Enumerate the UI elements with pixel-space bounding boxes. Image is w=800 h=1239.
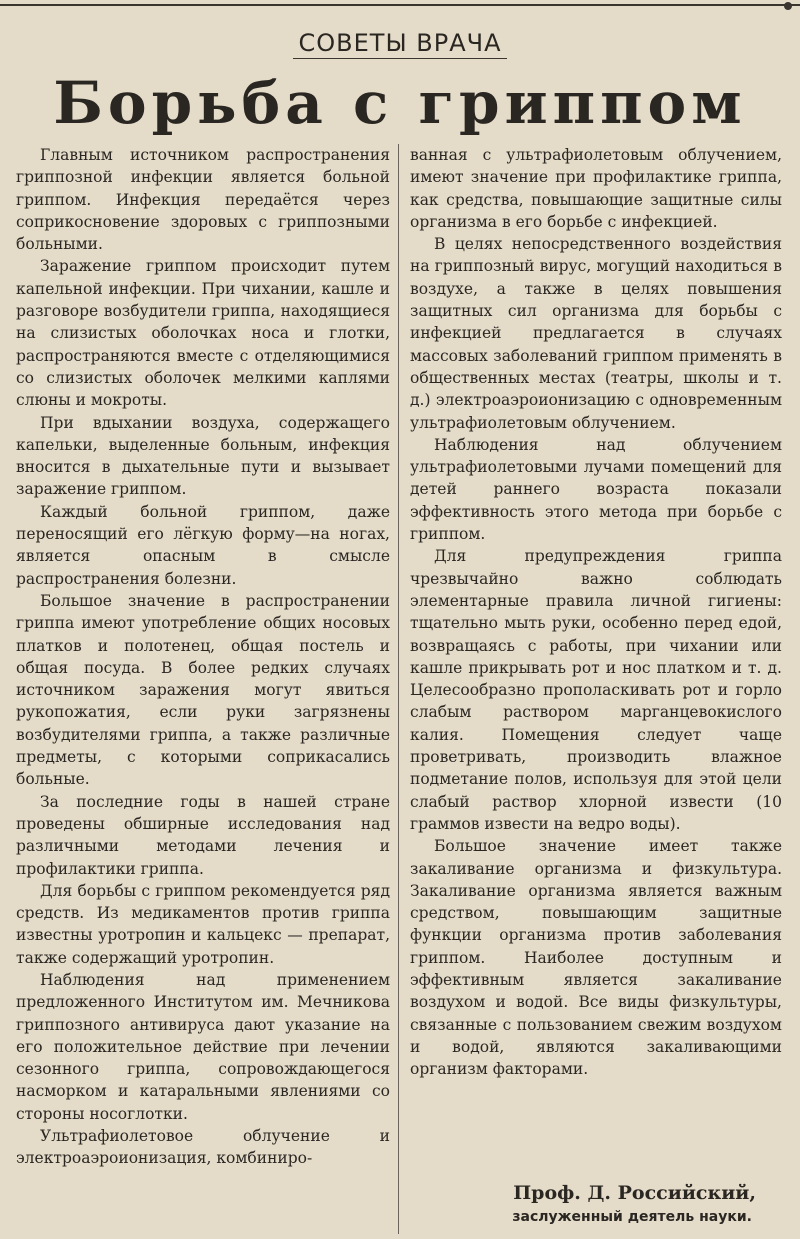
article-title: Борьба с гриппом bbox=[53, 69, 747, 137]
article-column-right bbox=[410, 144, 782, 1080]
paragraph: В целях непосредственного воздействия на гриппозный вирус, могущий находиться в воздухе, а также в целях повышения защитных сил организма для борьбы с инфекцией предлагается в случаях массовых заболеваний гриппом применять в общественных местах (театры, школы и т. д.) электроаэроионизацию с одновременным ультрафиолетовым облучением. bbox=[410, 235, 782, 432]
paragraph: Большое значение имеет также закаливание организма и физкультура. Закаливание организма является важным средством, повышающим защитные функции организма против заболевания гриппом. Наиболее доступным и эффективным является закаливание воздухом и водой. Все виды физкультуры, связанные с пользованием свежим воздухом и водой, являются закаливающими организм факторами. bbox=[410, 837, 782, 1079]
column-divider bbox=[398, 144, 399, 1234]
paragraph-continued: ванная с ультрафиолетовым облучением, имеют значение при профилактике гриппа, как средства, повышающие защитные силы организма в его борьбе с инфекцией. bbox=[410, 146, 782, 231]
corner-mark bbox=[784, 2, 792, 10]
paragraph: Главным источником распространения гриппозной инфекции является больной гриппом. Инфекция передаётся через соприкосновение здоровых с гриппозными больными. bbox=[16, 146, 390, 254]
paragraph: Ультрафиолетовое облучение и электроаэроионизация, комбиниро- bbox=[16, 1127, 390, 1168]
paragraph: Для борьбы с гриппом рекомендуется ряд средств. Из медикаментов против гриппа известны уротропин и кальцекс — препарат, также содержащий уротропин. bbox=[16, 881, 390, 967]
paragraph: Наблюдения над облучением ультрафиолетовыми лучами помещений для детей раннего возраста показали эффективность этого метода при борьбе с гриппом. bbox=[410, 435, 782, 544]
paragraph: Каждый больной гриппом, даже переносящий его лёгкую форму—на ногах, является опасным в смысле распространения болезни. bbox=[16, 502, 390, 588]
author-signature bbox=[410, 1180, 782, 1228]
author-title: заслуженный деятель науки. bbox=[512, 1209, 752, 1225]
paragraph: Заражение гриппом происходит путем капельной инфекции. При чихании, кашле и разговоре возбудители гриппа, находящиеся на слизистых оболочках носа и глотки, распространяются вместе с отделяющимися со слизистых оболочек мелкими каплями слюны и мокроты. bbox=[16, 257, 390, 410]
paragraph: Для предупреждения гриппа чрезвычайно важно соблюдать элементарные правила личной гигиены: тщательно мыть руки, особенно перед едой, возвращаясь с работы, при чихании или кашле прикрывать рот и нос платком и т. д. Целесообразно прополаскивать рот и горло слабым раствором марганцевокислого калия. Помещения следует чаще проветривать, производить влажное подметание полов, используя для этой цели слабый раствор хлорной извести (10 граммов извести на ведро воды). bbox=[410, 547, 782, 833]
article-column-left bbox=[16, 144, 390, 1170]
top-rule bbox=[0, 4, 800, 6]
paragraph: Большое значение в распространении гриппа имеют употребление общих носовых платков и полотенец, общая постель и общая посуда. В более редких случаях источником заражения могут явиться рукопожатия, если руки загрязнены возбудителями гриппа, а также различные предметы, с которыми соприкасались больные. bbox=[16, 591, 390, 789]
rubric-header bbox=[0, 28, 800, 59]
paragraph: За последние годы в нашей стране проведены обширные исследования над различными методами лечения и профилактики гриппа. bbox=[16, 792, 390, 878]
paragraph: При вдыхании воздуха, содержащего капельки, выделенные больным, инфекция вносится в дыхательные пути и вызывает заражение гриппом. bbox=[16, 413, 390, 499]
author-name: Проф. Д. Российский, bbox=[513, 1182, 756, 1204]
rubric-label: СОВЕТЫ ВРАЧА bbox=[293, 28, 508, 59]
paragraph: Наблюдения над применением предложенного Институтом им. Мечникова гриппозного антивируса дают указание на его положительное действие при лечении сезонного гриппа, сопровождающегося насморком и катаральными явлениями со стороны носоглотки. bbox=[16, 970, 390, 1123]
